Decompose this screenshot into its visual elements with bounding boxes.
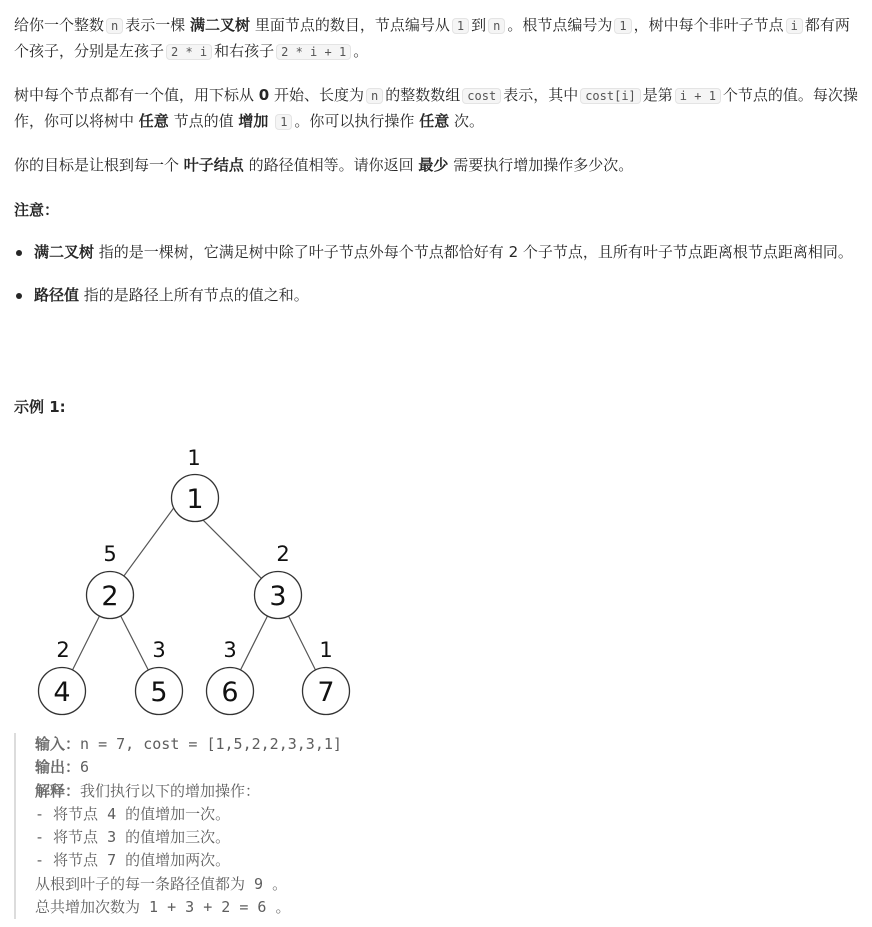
note-item-path-value <box>34 283 864 308</box>
text: 给你一个整数 <box>14 16 105 34</box>
text: 表示，其中 <box>503 86 579 104</box>
text: 都有两个孩子，分别是左孩子 <box>14 16 850 60</box>
node-id: 3 <box>269 581 287 612</box>
inline-code: i <box>786 18 803 34</box>
note-heading: 注意： <box>14 201 60 219</box>
paragraph-cost <box>14 83 864 135</box>
node-cost: 3 <box>152 638 166 662</box>
input-value: n = 7, cost = [1,5,2,2,3,3,1] <box>80 735 342 753</box>
paragraph-goal <box>14 153 633 178</box>
explain-step: 从根到叶子的每一条路径值都为 9 。 <box>35 874 288 893</box>
inline-code: 2 * i + 1 <box>276 44 351 60</box>
text: 里面节点的数目，节点编号从 <box>254 16 450 34</box>
example-block <box>14 733 635 919</box>
text: 的路径值相等。请你返回 <box>248 156 414 174</box>
node-cost: 2 <box>56 638 70 662</box>
bold-term: 任意 <box>138 112 169 130</box>
text: 。根节点编号为 <box>507 16 613 34</box>
node-cost: 1 <box>187 446 201 470</box>
inline-code: n <box>366 88 383 104</box>
note-item-full-tree <box>34 240 864 265</box>
explain-step: - 将节点 4 的值增加一次。 <box>35 804 231 823</box>
text: 指的是一棵树，它满足树中除了叶子节点外每个节点都恰好有 2 个子节点，且所有叶子节点距离根节点距离相同。 <box>98 243 853 261</box>
bold-term: 路径值 <box>34 286 80 304</box>
paragraph-intro <box>14 13 864 65</box>
text: 次。 <box>454 112 485 130</box>
node-cost: 2 <box>276 542 290 566</box>
node-id: 5 <box>150 677 168 708</box>
explain-step: - 将节点 3 的值增加三次。 <box>35 828 231 847</box>
text: 是第 <box>642 86 673 104</box>
text: 。 <box>353 42 369 60</box>
node-id: 1 <box>186 484 204 515</box>
node-id: 4 <box>53 677 71 708</box>
text: 表示一棵 <box>125 16 186 34</box>
text: 和右孩子 <box>214 42 275 60</box>
bold-term: 任意 <box>419 112 450 130</box>
explain-step: 总共增加次数为 1 + 3 + 2 = 6 。 <box>35 898 291 917</box>
node-id: 2 <box>101 581 119 612</box>
text: 指的是路径上所有节点的值之和。 <box>83 286 309 304</box>
text: 个节点的值。每次操作，你可以将树中 <box>14 86 858 130</box>
binary-tree-diagram <box>24 443 354 723</box>
text: 树中每个节点都有一个值，用下标从 <box>14 86 255 104</box>
text: ，树中每个非叶子节点 <box>633 16 784 34</box>
node-cost: 3 <box>223 638 237 662</box>
text: 到 <box>471 16 487 34</box>
example-title: 示例 1: <box>14 398 66 416</box>
node-id: 6 <box>221 677 239 708</box>
explain-value: 我们执行以下的增加操作： <box>80 781 261 800</box>
inline-code: 1 <box>614 18 631 34</box>
inline-code: 1 <box>452 18 469 34</box>
text: 开始、长度为 <box>274 86 365 104</box>
inline-code: 1 <box>275 114 292 130</box>
example-explain-line <box>35 780 635 803</box>
note-list <box>14 240 864 308</box>
text: 需要执行增加操作多少次。 <box>453 156 634 174</box>
example-output-line <box>35 756 635 779</box>
node-cost: 1 <box>319 638 333 662</box>
text: 你的目标是让根到每一个 <box>14 156 180 174</box>
bold-term: 叶子结点 <box>183 156 244 174</box>
input-label: 输入： <box>35 735 81 753</box>
explain-label: 解释： <box>35 781 81 800</box>
example-input-line <box>35 733 635 756</box>
inline-code: n <box>106 18 123 34</box>
output-value: 6 <box>80 758 90 777</box>
node-id: 7 <box>317 677 335 708</box>
inline-code: cost[i] <box>580 88 641 104</box>
bold-term: 满二叉树 <box>34 243 95 261</box>
bold-term: 增加 <box>238 112 269 130</box>
inline-code: i + 1 <box>675 88 721 104</box>
text: 的整数数组 <box>385 86 461 104</box>
bold-term: 最少 <box>418 156 449 174</box>
output-label: 输出： <box>35 758 81 777</box>
bold-term: 满二叉树 <box>190 16 251 34</box>
inline-code: cost <box>462 88 501 104</box>
text: 。你可以执行操作 <box>294 112 415 130</box>
inline-code: n <box>488 18 505 34</box>
node-cost: 5 <box>103 542 117 566</box>
bold-term: 0 <box>258 86 270 104</box>
explain-step: - 将节点 7 的值增加两次。 <box>35 851 231 870</box>
text: 节点的值 <box>173 112 234 130</box>
inline-code: 2 * i <box>166 44 212 60</box>
